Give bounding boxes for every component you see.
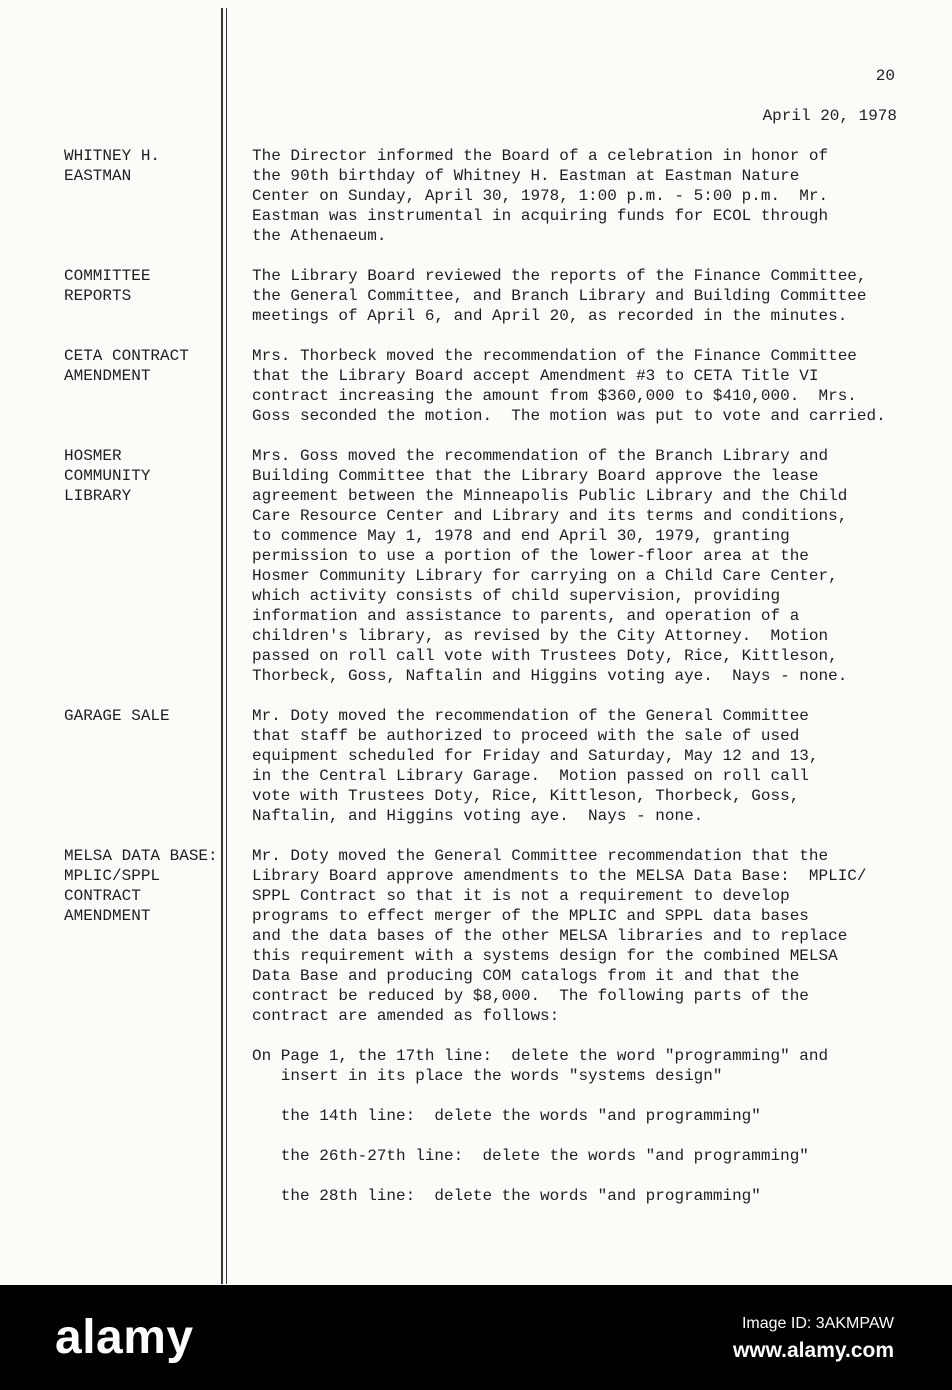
text-line: vote with Trustees Doty, Rice, Kittleson, Thorbeck, Goss, xyxy=(252,787,800,805)
text-line: that staff be authorized to proceed with the sale of used xyxy=(252,727,800,745)
image-id-label: Image ID: 3AKMPAW xyxy=(741,1315,894,1332)
page-header xyxy=(0,0,952,126)
text-line: Mrs. Thorbeck moved the recommendation of the Finance Committee xyxy=(252,347,857,365)
text-line: and the data bases of the other MELSA libraries and to replace xyxy=(252,927,848,945)
document-section xyxy=(0,266,952,326)
text-line: to commence May 1, 1978 and end April 30, 1979, granting xyxy=(252,527,790,545)
watermark-info xyxy=(733,1314,894,1361)
text-line: Care Resource Center and Library and its terms and conditions, xyxy=(252,507,848,525)
section-heading xyxy=(0,446,252,686)
paragraph xyxy=(252,346,912,426)
paragraph xyxy=(252,1186,912,1206)
alamy-logo: alamy xyxy=(55,1310,194,1364)
section-heading xyxy=(0,146,252,246)
heading-line: MPLIC/SPPL xyxy=(64,867,161,885)
paragraph xyxy=(252,1046,912,1086)
document-section xyxy=(0,446,952,686)
document-section xyxy=(0,846,952,1206)
paragraph xyxy=(252,706,912,826)
text-line: The Director informed the Board of a celebration in honor of xyxy=(252,147,829,165)
heading-line: REPORTS xyxy=(64,287,132,305)
text-line: contract be reduced by $8,000. The following parts of the xyxy=(252,987,809,1005)
document-section xyxy=(0,346,952,426)
heading-line: HOSMER xyxy=(64,447,122,465)
text-line: insert in its place the words "systems design" xyxy=(252,1067,723,1085)
section-body xyxy=(252,346,952,426)
paragraph xyxy=(252,1106,912,1126)
heading-line: COMMITTEE xyxy=(64,267,151,285)
text-line: in the Central Library Garage. Motion passed on roll call xyxy=(252,767,809,785)
text-line: contract increasing the amount from $360,000 to $410,000. Mrs. xyxy=(252,387,857,405)
text-line: Hosmer Community Library for carrying on a Child Care Center, xyxy=(252,567,838,585)
text-line: meetings of April 6, and April 20, as recorded in the minutes. xyxy=(252,307,848,325)
heading-line: AMENDMENT xyxy=(64,367,151,385)
text-line: agreement between the Minneapolis Public Library and the Child xyxy=(252,487,848,505)
website-label: www.alamy.com xyxy=(732,1339,894,1362)
document-date: April 20, 1978 xyxy=(762,107,897,125)
document-section xyxy=(0,146,952,246)
text-line: the 14th line: delete the words "and programming" xyxy=(252,1107,761,1125)
document-section xyxy=(0,706,952,826)
text-line: Data Base and producing COM catalogs from it and that the xyxy=(252,967,800,985)
text-line: that the Library Board accept Amendment #3 to CETA Title VI xyxy=(252,367,819,385)
section-body xyxy=(252,266,952,326)
heading-line: LIBRARY xyxy=(64,487,132,505)
heading-line: WHITNEY H. xyxy=(64,147,161,165)
text-line: Thorbeck, Goss, Naftalin and Higgins voting aye. Nays - none. xyxy=(252,667,848,685)
text-line: this requirement with a systems design for the combined MELSA xyxy=(252,947,838,965)
section-heading xyxy=(0,346,252,426)
section-body xyxy=(252,146,952,246)
heading-line: MELSA DATA BASE: xyxy=(64,847,218,865)
text-line: the 26th-27th line: delete the words "and programming" xyxy=(252,1147,809,1165)
heading-line: COMMUNITY xyxy=(64,467,151,485)
text-line: Center on Sunday, April 30, 1978, 1:00 p.m. - 5:00 p.m. Mr. xyxy=(252,187,829,205)
paragraph xyxy=(252,1146,912,1166)
text-line: the 90th birthday of Whitney H. Eastman at Eastman Nature xyxy=(252,167,800,185)
paragraph xyxy=(252,846,912,1026)
paragraph xyxy=(252,446,912,686)
text-line: The Library Board reviewed the reports of the Finance Committee, xyxy=(252,267,867,285)
text-line: permission to use a portion of the lower-floor area at the xyxy=(252,547,809,565)
text-line: equipment scheduled for Friday and Saturday, May 12 and 13, xyxy=(252,747,819,765)
text-line: passed on roll call vote with Trustees Doty, Rice, Kittleson, xyxy=(252,647,838,665)
heading-line: GARAGE SALE xyxy=(64,707,170,725)
document-body xyxy=(0,146,952,1206)
paragraph xyxy=(252,266,912,326)
heading-line: EASTMAN xyxy=(64,167,132,185)
text-line: the General Committee, and Branch Library and Building Committee xyxy=(252,287,867,305)
text-line: Library Board approve amendments to the MELSA Data Base: MPLIC/ xyxy=(252,867,867,885)
heading-line: CONTRACT xyxy=(64,887,141,905)
text-line: Mr. Doty moved the General Committee recommendation that the xyxy=(252,847,829,865)
text-line: On Page 1, the 17th line: delete the word "programming" and xyxy=(252,1047,829,1065)
text-line: Goss seconded the motion. The motion was put to vote and carried. xyxy=(252,407,886,425)
text-line: information and assistance to parents, and operation of a xyxy=(252,607,800,625)
text-line: programs to effect merger of the MPLIC and SPPL data bases xyxy=(252,907,809,925)
page-number: 20 xyxy=(875,67,895,85)
text-line: Building Committee that the Library Board approve the lease xyxy=(252,467,819,485)
binding-rule xyxy=(221,8,227,1284)
heading-line: CETA CONTRACT xyxy=(64,347,189,365)
section-body xyxy=(252,446,952,686)
section-heading xyxy=(0,706,252,826)
paragraph xyxy=(252,146,912,246)
text-line: children's library, as revised by the City Attorney. Motion xyxy=(252,627,829,645)
text-line: the Athenaeum. xyxy=(252,227,387,245)
text-line: which activity consists of child supervision, providing xyxy=(252,587,781,605)
text-line: contract are amended as follows: xyxy=(252,1007,560,1025)
heading-line: AMENDMENT xyxy=(64,907,151,925)
text-line: Naftalin, and Higgins voting aye. Nays - none. xyxy=(252,807,704,825)
text-line: the 28th line: delete the words "and programming" xyxy=(252,1187,761,1205)
text-line: SPPL Contract so that it is not a requirement to develop xyxy=(252,887,790,905)
section-body xyxy=(252,846,952,1206)
text-line: Mrs. Goss moved the recommendation of the Branch Library and xyxy=(252,447,829,465)
section-heading xyxy=(0,266,252,326)
watermark-bar xyxy=(0,1285,952,1390)
text-line: Mr. Doty moved the recommendation of the General Committee xyxy=(252,707,809,725)
section-heading xyxy=(0,846,252,1206)
section-body xyxy=(252,706,952,826)
text-line: Eastman was instrumental in acquiring funds for ECOL through xyxy=(252,207,829,225)
